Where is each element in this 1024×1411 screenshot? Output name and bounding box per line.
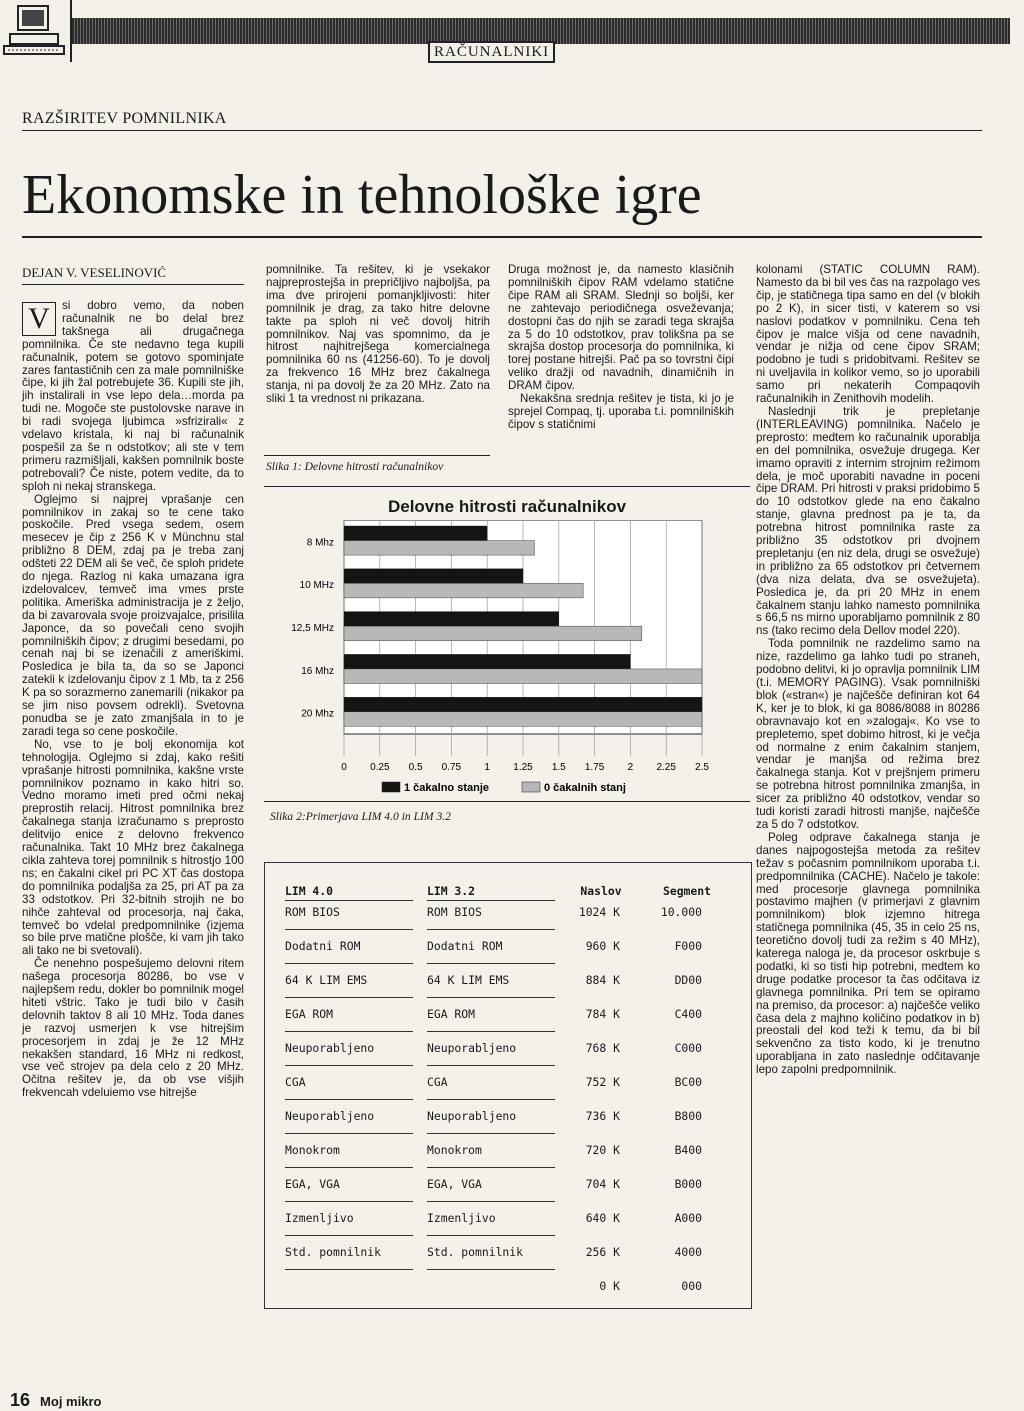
row-rule <box>427 1133 555 1134</box>
paragraph: kolonami (STATIC COLUMN RAM). Namesto da bi bil ves čas na razpolago ves čip, je statičnega tipa samo en del (v blokih po 2 K), in sicer tisti, v katerem so vsi naslovi podatkov v pomnilniku. Cena teh čipov je malce višja od cene navadnih, vendar je nižja od cene čipov SRAM; podobno je tudi s pridobitvami. Rešitev se ni uveljavila in kolikor vemo, so jo uporabili samo pri nekaterih Compaqovih računalnikih in Zenithovih modelih. <box>756 263 980 406</box>
table-cell: 704 K <box>585 1177 620 1191</box>
header-rule <box>285 900 413 901</box>
row-rule <box>427 1269 555 1270</box>
table-cell: Neuporabljeno <box>285 1109 375 1123</box>
table-cell: Neuporabljeno <box>427 1109 517 1123</box>
bar-one-wait-state <box>344 612 559 627</box>
y-category-label: 10 MHz <box>299 580 334 592</box>
row-rule <box>427 963 555 964</box>
table-cell: Monokrom <box>285 1143 340 1157</box>
legend-label: 0 čakalnih stanj <box>544 782 626 794</box>
kicker-rule <box>22 130 982 131</box>
x-tick-label: 2 <box>627 762 634 773</box>
table-cell: C400 <box>674 1007 702 1021</box>
x-tick-label: 0.5 <box>408 762 423 773</box>
row-rule <box>427 997 555 998</box>
caption-rule <box>264 455 490 456</box>
bar-zero-wait-state <box>344 712 702 727</box>
table-cell: 256 K <box>585 1245 620 1259</box>
table-cell: Izmenljivo <box>285 1211 354 1225</box>
article-column-1 <box>22 300 244 1100</box>
table-cell: DD00 <box>674 973 702 987</box>
computer-logo-icon <box>0 0 72 62</box>
table-cell: F000 <box>674 939 702 953</box>
headline-rule <box>22 236 982 238</box>
table-header: Naslov <box>580 884 622 898</box>
y-category-label: 8 Mhz <box>306 537 334 549</box>
table-cell: Neuporabljeno <box>427 1041 517 1055</box>
table-cell: 10.000 <box>660 905 702 919</box>
table-cell: CGA <box>427 1075 448 1089</box>
paragraph: pomnilnike. Ta rešitev, ki je vsekakor najpreprostejša in prepričljivo najboljša, pa ima dve prirojeni pomanjkljivosti: hiter pomnilnik je drag, za tako hitre delovne takte pa sploh ni več dovolj hitrih pomnilnikov. Naj vas spomnimo, da je hitrost najhitrejšega komercialnega pomnilnika 60 ns (41256-60). To je dovolj za frekvenco 16 MHz brez čakalnega stanja, ni pa dovolj že za 20 MHz. Zato na sliki 1 ta vrednost ni prikazana. <box>266 263 490 406</box>
table-cell: Neuporabljeno <box>285 1041 375 1055</box>
row-rule <box>285 1133 413 1134</box>
paragraph: Poleg odprave čakalnega stanja je danes najpogostejša metoda za rešitev težav s počasnim pomnilnikom uporaba t.i. predpomnilnika (CACHE). Načelo je takole: med procesorje glavnega pomnilnika postavimo majhen (v primerjavi z glavnim pomnilnikom) blok izjemno hitrega statičnega pomnilnika (45, 35 in celo 25 ns, teoretično dovolj tudi za režim s 40 MHz), katerega naloga je, da procesor oskrbuje s podatki, ki so tisti hip potrebni, medtem ko druge podatke procesor ta čas odčitava iz glavnega pomnilnika. Pri tem se opiramo na premiso, da procesor: a) najčešče veliko časa dela z majhno količino podatkov in b) preostali del kod teži k temu, da bi bil sekvenčno za tisto kodo, ki je trenutno uporabljana in zato naslednje odčitavanje lepo zapolni predpomnilnik. <box>756 830 980 1077</box>
paragraph: Če nenehno pospešujemo delovni ritem našega procesorja 80286, bo vse v najlepšem redu, dokler bo pomnilnik mogel hiteti vštric. Tako je tudi bilo v časih delovnih taktov 8 ali 10 MHz. Toda danes je razvoj usmerjen k vse hitrejšim procesorjem in zdaj je že 12 MHz nekakšen standard, 16 MHz ni redkost, vse več strojev pa dela celo z 20 MHz. Očitna rešitev je, da ob vse višjih frekvencah vdeluiemo vse hitrejše <box>22 957 244 1100</box>
paragraph: Nekakšna srednja rešitev je tista, ki jo je sprejel Compaq, tj. uporaba t.i. pomnilniških čipov s statičnimi <box>508 392 734 431</box>
article-column-3 <box>508 264 734 432</box>
article-column-4 <box>756 264 980 1077</box>
article-column-2 <box>266 264 490 406</box>
table-cell: 768 K <box>585 1041 620 1055</box>
legend-swatch <box>382 782 400 792</box>
paragraph: si dobro vemo, da noben računalnik ne bo delal brez takšnega ali drugačnega pomnilnika. Če ste nedavno tega kupili računalnik, potem se gotovo spominjate zares fantastičnih cen za male pomnilniške čipe, ki jih žal potrebujete 36. Kupili ste jih, jih instalirali in vse lepo dela…morda pa tudi ne. Mogoče ste pustolovske narave in bi radi svojega ljubimca »sfrizirali« z vdelavo kristala, ki naj bi računalnik pospešil za še n odstotkov; ali ste v tem primeru razmišljali, kakšen pomnilnik boste potrebovali? Če niste, potem vedite, da to sploh ni nekaj stranskega. <box>22 299 244 493</box>
table-cell: EGA ROM <box>427 1007 476 1021</box>
paragraph: Naslednji trik je prepletanje (INTERLEAVING) pomnilnika. Načelo je preprosto: medtem ko računalnik uporablja en del pomnilnika, osvežuje drugega. Ker imamo opraviti z internim strojnim režimom dela, je moč uporabiti navadne in poceni čipe DRAM. Pri hitrosti v praksi pridobimo 5 do 10 odstotkov glede na eno čakalno stanje, glavna prednost pa je ta, da potrebna hitrost pomnilnika raste za približno 35 odstotkov pri dvojnem prepletanju (en niz dela, drugi se osvežuje) in približno za 65 odstotkov pri četvernem (dva niza delata, dva se osvežujeta). Posledica je, da pri 20 MHz in enem čakalnem stanju lahko namesto pomnilnika s 66,5 ns mirno uporabljamo pomnilnik z 80 ns (tako recimo dela Dellov model 220). <box>756 404 980 638</box>
x-tick-label: 1.5 <box>551 762 566 773</box>
y-category-label: 20 Mhz <box>301 708 334 720</box>
table-cell: BC00 <box>674 1075 702 1089</box>
bar-one-wait-state <box>344 654 630 669</box>
row-rule <box>285 929 413 930</box>
kicker: RAZŠIRITEV POMNILNIKA <box>22 110 227 127</box>
row-rule <box>285 1065 413 1066</box>
table-cell: 0 K <box>599 1279 620 1293</box>
table-cell: Dodatni ROM <box>427 939 503 953</box>
chart-title: Delovne hitrosti računalnikov <box>387 497 627 516</box>
table-cell: EGA ROM <box>285 1007 334 1021</box>
table-cell: ROM BIOS <box>427 905 482 919</box>
publication-name: Moj mikro <box>40 1394 102 1409</box>
table-cell: 1024 K <box>578 905 620 919</box>
figure-2-caption: Slika 2:Primerjava LIM 4.0 in LIM 3.2 <box>270 810 451 823</box>
bar-one-wait-state <box>344 526 487 541</box>
row-rule <box>285 997 413 998</box>
y-category-label: 12,5 MHz <box>291 623 334 634</box>
paragraph: Druga možnost je, da namesto klasičnih pomnilniških čipov RAM vdelamo statične čipe RAM ali SRAM. Slednji so boljši, ker ne zahtevajo periodičnega osveževanja; dostopni čas do njih se zaradi tega skrajša za 5 do 10 odstotkov, prav tolikšna pa se skrajša dostop procesorja do pomnilnika, ki torej postane hitrejši. Pač pa so tovrstni čipi veliko dražji od navadnih, dinamičnih in DRAM čipov. <box>508 263 734 393</box>
page-number: 16 <box>10 1390 31 1410</box>
table-cell: 784 K <box>585 1007 620 1021</box>
table-cell: 736 K <box>585 1109 620 1123</box>
bar-zero-wait-state <box>344 669 702 684</box>
table-cell: 884 K <box>585 973 620 987</box>
bar-chart <box>264 520 750 800</box>
row-rule <box>427 1167 555 1168</box>
paragraph: No, vse to je bolj ekonomija kot tehnologija. Oglejmo si zdaj, kako rešiti vprašanje hitrosti pomnilnika, kakšne vrste pomnilnikov poznamo in kako hitri so. Vedno moramo imeti pred očmi nekaj preprostih relacij. Hitrost pomnilnika brez čakalnega stanja izračunamo s preprosto delitvijo enice z delovno frekvenco računalnika. Takt 10 MHz brez čakalnega cikla zahteva torej pomnilnik s hitrostjo 100 ns; en čakalni cikel pri PC XT čas dostopa do pomnilnika podaljša za 25, pri AT pa za 33 odstotkov. Pri 32-bitnih strojih ne bo nihče zahteval od procesorja, naj čaka, temveč bo vdelal predpomnilnike (izjema so bile prve matične plošče, ki vam jih tako ali tako ne bi svetovali). <box>22 737 244 958</box>
table-cell: 752 K <box>585 1075 620 1089</box>
table-cell: 000 <box>681 1279 702 1293</box>
table-header: LIM 3.2 <box>427 884 476 898</box>
table-cell: 720 K <box>585 1143 620 1157</box>
table-cell: CGA <box>285 1075 306 1089</box>
legend-swatch <box>522 782 540 792</box>
table-cell: B800 <box>674 1109 702 1123</box>
table-cell: 64 K LIM EMS <box>427 973 510 987</box>
row-rule <box>427 1031 555 1032</box>
row-rule <box>427 1099 555 1100</box>
table-cell: A000 <box>674 1211 702 1225</box>
x-tick-label: 2.5 <box>695 762 709 773</box>
paragraph: Toda pomnilnik ne razdelimo samo na nize, razdelimo ga lahko tudi po straneh, podobno delitvi, ki jo opravlja pomnilnik LIM (t.i. MEMORY PAGING). Vsak pomnilniški blok («stran«) je najčešče definiran kot 64 K, ker je to blok, ki ga 8086/8088 in 80286 obravnavajo kot en »zalogaj«. Ko vse to prepletemo, spet dobimo hitrost, ki je večja od normalne z enim čakalnim stanjem, vendar je manjša od režima brez čakalnega stanja. Kot v prejšnjem primeru se potrebna hitrost pomnilnika zmanjša, in sicer za približno 40 odstotkov, vendar so tudi koristi zaradi hitrosti manjše, najčešče za 5 do 7 odstotkov. <box>756 637 980 831</box>
dropcap: V <box>22 302 56 336</box>
table-cell: C000 <box>674 1041 702 1055</box>
row-rule <box>285 1031 413 1032</box>
bar-zero-wait-state <box>344 541 534 556</box>
page-footer <box>10 1390 101 1411</box>
x-tick-label: 1.75 <box>584 762 605 773</box>
table-cell: Std. pomnilnik <box>285 1245 382 1259</box>
row-rule <box>427 1201 555 1202</box>
table-cell: EGA, VGA <box>427 1177 482 1191</box>
x-tick-label: 0.25 <box>370 762 390 773</box>
row-rule <box>427 1235 555 1236</box>
table-cell: B400 <box>674 1143 702 1157</box>
table-cell: 64 K LIM EMS <box>285 973 368 987</box>
table-cell: Dodatni ROM <box>285 939 361 953</box>
row-rule <box>285 1235 413 1236</box>
x-tick-label: 1.25 <box>513 762 533 773</box>
x-tick-label: 0.75 <box>441 762 462 773</box>
bar-zero-wait-state <box>344 626 642 641</box>
row-rule <box>427 1065 555 1066</box>
row-rule <box>285 1099 413 1100</box>
y-category-label: 16 Mhz <box>301 665 334 677</box>
bar-one-wait-state <box>344 569 523 584</box>
paragraph: Oglejmo si najprej vprašanje cen pomnilnikov in zakaj so te cene tako poskočile. Pred vsega sedem, osem mesecev je čip z 256 K v Münchnu stal približno 8 DEM, zdaj pa je treba zanj odšteti 22 DEM ali še več, če sploh pridete do njega. Razlog ni kaka umazana igra izdelovalcev, temveč ima vmes prste politika. Ameriška administracija je z željo, da bi zavarovala svoje proizvajalce, prisilila Japonce, da so povečali ceno svojih pomnilniških čipov; z drugimi besedami, po cenah naj bi se izenačili z ameriškimi. Posledica je bila ta, da so se Japonci zatekli k izdelovanju čipov z 1 Mb, ta z 256 K pa so sorazmerno zanemarili (nikakor pa se jim niso povsem odrekli). Svetovna ponudba se je zato zmanjšala in to je zaradi tega so cene poskočile. <box>22 492 244 738</box>
table-cell: EGA, VGA <box>285 1177 340 1191</box>
section-tag: RAČUNALNIKI <box>428 41 555 63</box>
table-cell: Izmenljivo <box>427 1211 496 1225</box>
table-cell: 4000 <box>674 1245 702 1259</box>
author-byline: DEJAN V. VESELINOVIĆ <box>22 265 167 280</box>
table-cell: ROM BIOS <box>285 905 340 919</box>
table-cell: Std. pomnilnik <box>427 1245 524 1259</box>
row-rule <box>285 1201 413 1202</box>
table-cell: Monokrom <box>427 1143 482 1157</box>
x-tick-label: 2.25 <box>656 762 676 773</box>
figure-1-caption: Slika 1: Delovne hitrosti računalnikov <box>266 460 444 473</box>
table-header: LIM 4.0 <box>285 884 334 898</box>
x-tick-label: 1 <box>484 762 490 773</box>
legend-label: 1 čakalno stanje <box>404 782 489 794</box>
row-rule <box>285 1269 413 1270</box>
row-rule <box>285 963 413 964</box>
header-rule <box>427 900 555 901</box>
row-rule <box>285 1167 413 1168</box>
table-header: Segment <box>662 884 711 898</box>
table-cell: 960 K <box>585 939 620 953</box>
author-rule <box>22 284 244 285</box>
row-rule <box>427 929 555 930</box>
bar-zero-wait-state <box>344 583 583 598</box>
x-tick-label: 0 <box>341 762 347 773</box>
table-cell: B000 <box>674 1177 702 1191</box>
table-cell: 640 K <box>585 1211 620 1225</box>
headline: Ekonomske in tehnološke igre <box>22 164 702 226</box>
bar-one-wait-state <box>344 697 702 712</box>
